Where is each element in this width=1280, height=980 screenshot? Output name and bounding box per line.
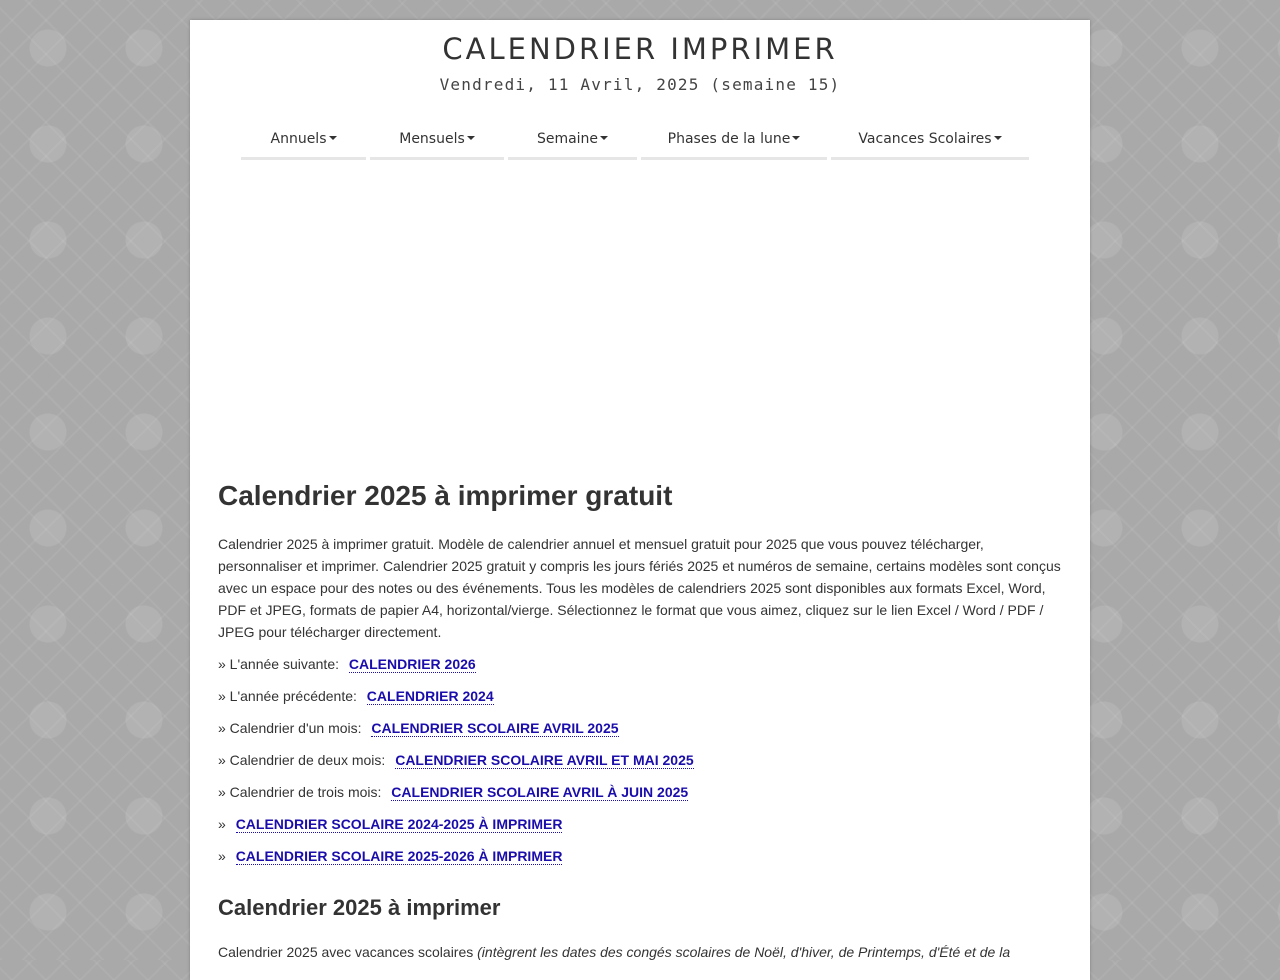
section-text-italic: (intègrent les dates des congés scolaires de Noël, d'hiver, de Printemps, d'Été et de la <box>477 944 1011 960</box>
link-row-previous-year <box>218 685 1064 707</box>
nav-item-label: Mensuels <box>399 131 465 147</box>
link-prefix: » L'année précédente: <box>218 688 357 704</box>
link-row-two-months <box>218 749 1064 771</box>
main-content <box>218 475 1064 963</box>
section-heading: Calendrier 2025 à imprimer <box>218 895 501 920</box>
nav-item-label: Phases de la lune <box>667 131 791 147</box>
main-nav <box>190 124 1090 160</box>
nav-item-phases-lune[interactable] <box>641 124 827 160</box>
link-prefix: » <box>218 848 226 864</box>
site-title[interactable]: CALENDRIER IMPRIMER <box>442 32 838 66</box>
caret-down-icon <box>467 136 475 140</box>
nav-item-annuels[interactable] <box>241 124 366 160</box>
link-avril-2025[interactable]: CALENDRIER SCOLAIRE AVRIL 2025 <box>371 720 619 736</box>
caret-down-icon <box>329 136 337 140</box>
link-scolaire-2025-2026[interactable]: CALENDRIER SCOLAIRE 2025-2026 À IMPRIMER <box>235 848 563 864</box>
caret-down-icon <box>600 136 608 140</box>
current-date: Vendredi, 11 Avril, 2025 (semaine 15) <box>439 75 841 94</box>
nav-item-vacances-scolaires[interactable] <box>831 124 1029 160</box>
link-row-one-month <box>218 717 1064 739</box>
link-prefix: » Calendrier de trois mois: <box>218 784 382 800</box>
link-prefix: » Calendrier d'un mois: <box>218 720 362 736</box>
ad-space <box>218 180 1062 465</box>
caret-down-icon <box>792 136 800 140</box>
link-prefix: » <box>218 816 226 832</box>
caret-down-icon <box>994 136 1002 140</box>
section-text: Calendrier 2025 avec vacances scolaires <box>218 944 474 960</box>
page-container <box>190 20 1090 980</box>
nav-item-semaine[interactable] <box>508 124 637 160</box>
link-prefix: » Calendrier de deux mois: <box>218 752 386 768</box>
link-calendrier-2026[interactable]: CALENDRIER 2026 <box>348 656 476 672</box>
nav-item-mensuels[interactable] <box>370 124 504 160</box>
nav-item-label: Semaine <box>536 131 599 147</box>
nav-item-label: Vacances Scolaires <box>858 131 992 147</box>
link-row-scolaire-2024-2025 <box>218 813 1064 835</box>
page-title: Calendrier 2025 à imprimer gratuit <box>218 480 673 511</box>
link-row-scolaire-2025-2026 <box>218 845 1064 867</box>
link-prefix: » L'année suivante: <box>218 656 339 672</box>
link-avril-mai-2025[interactable]: CALENDRIER SCOLAIRE AVRIL ET MAI 2025 <box>395 752 694 768</box>
link-scolaire-2024-2025[interactable]: CALENDRIER SCOLAIRE 2024-2025 À IMPRIMER <box>235 816 563 832</box>
intro-paragraph: Calendrier 2025 à imprimer gratuit. Modèle de calendrier annuel et mensuel gratuit pour 2025 que vous pouvez télécharger, personnaliser et imprimer. Calendrier 2025 gratuit y compris les jours fériés 2025 et numéros de semaine, certains modèles sont conçus avec un espace pour des notes ou des événements. Tous les modèles de calendriers 2025 sont disponibles aux formats Excel, Word, PDF et JPEG, formats de papier A4, horizontal/vierge. Sélectionnez le format que vous aimez, cliquez sur le lien Excel / Word / PDF / JPEG pour télécharger directement. <box>218 536 1061 640</box>
link-row-next-year <box>218 653 1064 675</box>
nav-item-label: Annuels <box>270 131 327 147</box>
link-avril-juin-2025[interactable]: CALENDRIER SCOLAIRE AVRIL À JUIN 2025 <box>391 784 689 800</box>
link-row-three-months <box>218 781 1064 803</box>
link-calendrier-2024[interactable]: CALENDRIER 2024 <box>366 688 494 704</box>
